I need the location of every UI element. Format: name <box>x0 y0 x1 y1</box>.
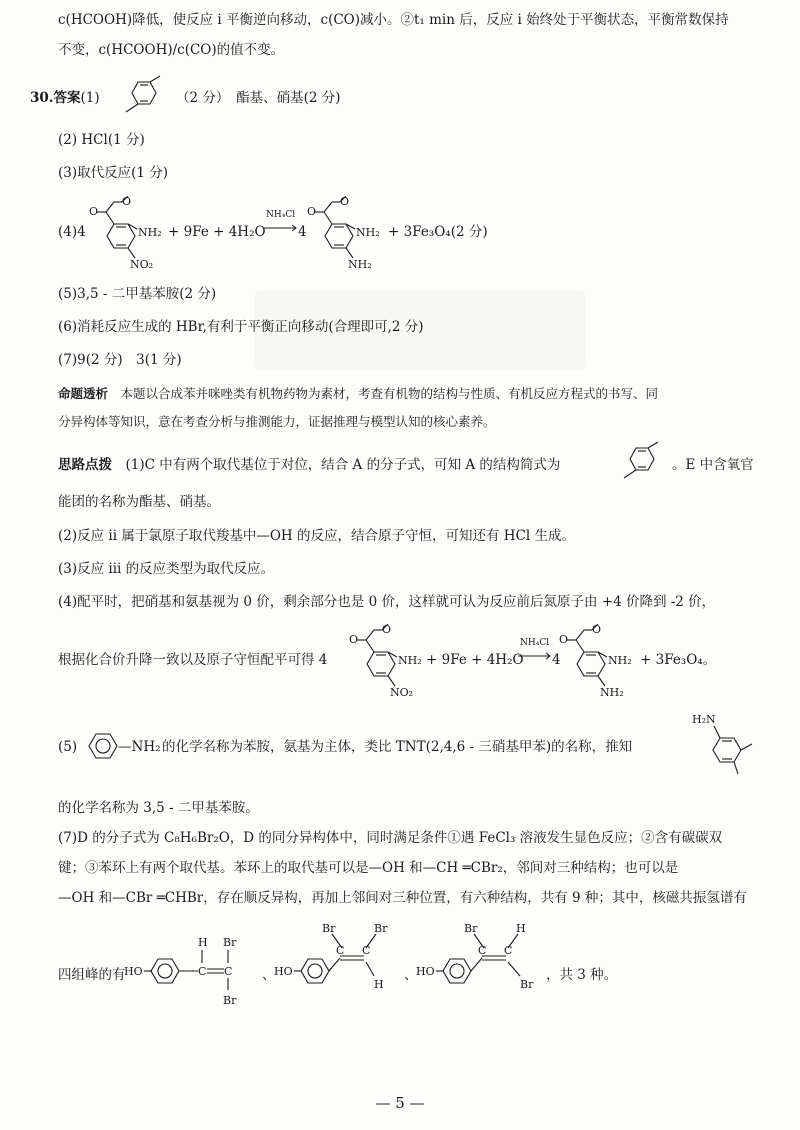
svg-text:C: C <box>478 944 487 957</box>
answer-2: (2) HCl(1 分) <box>58 132 145 148</box>
answer-5: (5)3,5 - 二甲基苯胺(2 分) <box>58 286 217 302</box>
arrow-condition: NH₄Cl <box>266 210 296 220</box>
svg-text:H: H <box>516 922 526 935</box>
svg-text:H: H <box>374 978 384 991</box>
isomer-structure-1 <box>124 928 274 1018</box>
hint-7-line: (7)D 的分子式为 C₈H₆Br₂O，D 的同分异构体中，同时满足条件①遇 FeCl₃ 溶液发生显色反应；②含有碳碳双 <box>58 830 723 846</box>
svg-text:O: O <box>122 196 132 208</box>
svg-text:C: C <box>224 965 233 978</box>
nh2-label: NH₂ <box>138 226 162 239</box>
hint-line: 思路点拨 (1)C 中有两个取代基位于对位，结合 A 的分子式，可知 A 的结构简式为 <box>58 457 561 473</box>
answer-4-prefix: (4)4 <box>58 224 86 240</box>
svg-text:C: C <box>362 944 371 957</box>
svg-text:O: O <box>559 633 569 646</box>
nh2-label: NH₂ <box>398 654 422 667</box>
hint-4-reagents: + 9Fe + 4H₂O <box>426 652 524 668</box>
hint-5-nh2: —NH₂ <box>118 739 161 755</box>
answer-4-products: + 3Fe₃O₄(2 分) <box>388 224 488 240</box>
h2n-label: H₂N <box>692 713 716 726</box>
nh2-label: NH₂ <box>348 258 372 271</box>
text-line: c(HCOOH)降低，使反应 i 平衡逆向移动，c(CO)减小。②t₁ min 后，反应 i 始终处于平衡状态，平衡常数保持 <box>58 12 729 28</box>
nitro-ester-structure <box>344 624 434 702</box>
svg-text:C: C <box>198 965 207 978</box>
p-xylene-structure <box>116 74 176 120</box>
ho-label: HO <box>274 965 293 978</box>
hint-title: 思路点拨 <box>58 457 112 473</box>
svg-text:Br: Br <box>374 922 388 935</box>
page-number: — 5 — <box>375 1094 425 1112</box>
answer-7: (7)9(2 分) 3(1 分) <box>58 352 182 368</box>
arrow-condition: NH₄Cl <box>520 638 550 648</box>
svg-text:O: O <box>307 205 317 218</box>
hint-7-end: ，共 3 种。 <box>546 967 618 983</box>
reaction-arrow <box>516 636 556 666</box>
no2-label: NO₂ <box>390 686 414 699</box>
hint-7-line: 键；③苯环上有两个取代基。苯环上的取代基可以是—OH 和—CH ═CBr₂，邻间对三种结构；也可以是 <box>58 860 679 876</box>
ho-label: HO <box>416 965 435 978</box>
answer-label: 答案 <box>53 90 81 106</box>
dimethylaniline-structure <box>690 708 770 788</box>
text-line: 不变，c(HCOOH)/c(CO)的值不变。 <box>58 42 285 58</box>
svg-text:Br: Br <box>223 994 237 1007</box>
hint-5-line: 的化学名称为苯胺，氨基为主体，类比 TNT(2,4,6 - 三硝基甲苯)的名称，推知 <box>162 739 633 755</box>
answer-3: (3)取代反应(1 分) <box>58 165 169 181</box>
svg-text:H: H <box>198 936 208 949</box>
diamine-ester-structure <box>554 624 644 702</box>
svg-text:O: O <box>349 633 359 646</box>
analysis-title: 命题透析 <box>58 386 109 401</box>
analysis-line: 命题透析 本题以合成苯并咪唑类有机物药物为素材，考查有机物的结构与性质、有机反应方程式的书写、同 <box>58 386 659 401</box>
hint-line: (2)反应 ii 属于氯原子取代羧基中—OH 的反应，结合原子守恒，可知还有 HCl 生成。 <box>58 528 575 544</box>
svg-text:O: O <box>89 205 99 218</box>
no2-label: NO₂ <box>130 258 154 271</box>
answer-4-reagents: + 9Fe + 4H₂O <box>168 224 266 240</box>
diamine-ester-structure <box>302 196 392 274</box>
hint-line: (3)反应 iii 的反应类型为取代反应。 <box>58 561 275 577</box>
nitro-ester-structure <box>84 196 174 274</box>
svg-text:C: C <box>504 944 513 957</box>
answer-6: (6)消耗反应生成的 HBr,有利于平衡正向移动(合理即可,2 分) <box>58 319 424 335</box>
svg-text:O: O <box>592 624 602 636</box>
separator: 、 <box>404 967 418 983</box>
nh2-label: NH₂ <box>356 226 380 239</box>
answer-1-score: （2 分） 酯基、硝基(2 分) <box>176 90 341 106</box>
reaction-arrow <box>262 208 302 238</box>
hint-4-products: + 3Fe₃O₄。 <box>640 652 717 668</box>
isomer-structure-3 <box>416 918 566 1008</box>
nh2-label: NH₂ <box>608 654 632 667</box>
svg-text:Br: Br <box>223 936 237 949</box>
isomer-structure-2 <box>274 918 414 1008</box>
p-xylene-structure <box>614 440 674 486</box>
svg-text:Br: Br <box>464 922 478 935</box>
question-number: 30.答案(1) <box>30 90 100 106</box>
separator: 、 <box>262 967 276 983</box>
hint-7-line: —OH 和—CBr ═CHBr，存在顺反异构，再加上邻间对三种位置，有六种结构，共有 9 种；其中，核磁共振氢谱有 <box>58 890 747 906</box>
hint-line: 能团的名称为酯基、硝基。 <box>58 494 220 510</box>
svg-text:Br: Br <box>322 922 336 935</box>
nh2-label: NH₂ <box>600 686 624 699</box>
hint-4-prefix: 根据化合价升降一致以及原子守恒配平可得 4 <box>58 652 328 668</box>
hint-line: (4)配平时，把硝基和氨基视为 0 价，剩余部分也是 0 价，这样就可认为反应前后氮原子由 +4 价降到 -2 价， <box>58 594 716 610</box>
svg-text:O: O <box>382 624 392 636</box>
svg-text:O: O <box>340 196 350 208</box>
svg-text:C: C <box>336 944 345 957</box>
hint-4-coef: 4 <box>552 652 561 668</box>
hint-line: 。E 中含氧官 <box>672 457 754 473</box>
answer-4-coef: 4 <box>298 224 307 240</box>
hint-7-line: 四组峰的有 <box>58 967 126 983</box>
hint-5-prefix: (5) <box>58 739 78 755</box>
hint-5-line: 的化学名称为 3,5 - 二甲基苯胺。 <box>58 800 259 816</box>
svg-text:Br: Br <box>520 978 534 991</box>
ho-label: HO <box>124 965 143 978</box>
analysis-line: 分异构体等知识，意在考查分析与推测能力，证据推理与模型认知的核心素养。 <box>58 414 496 429</box>
